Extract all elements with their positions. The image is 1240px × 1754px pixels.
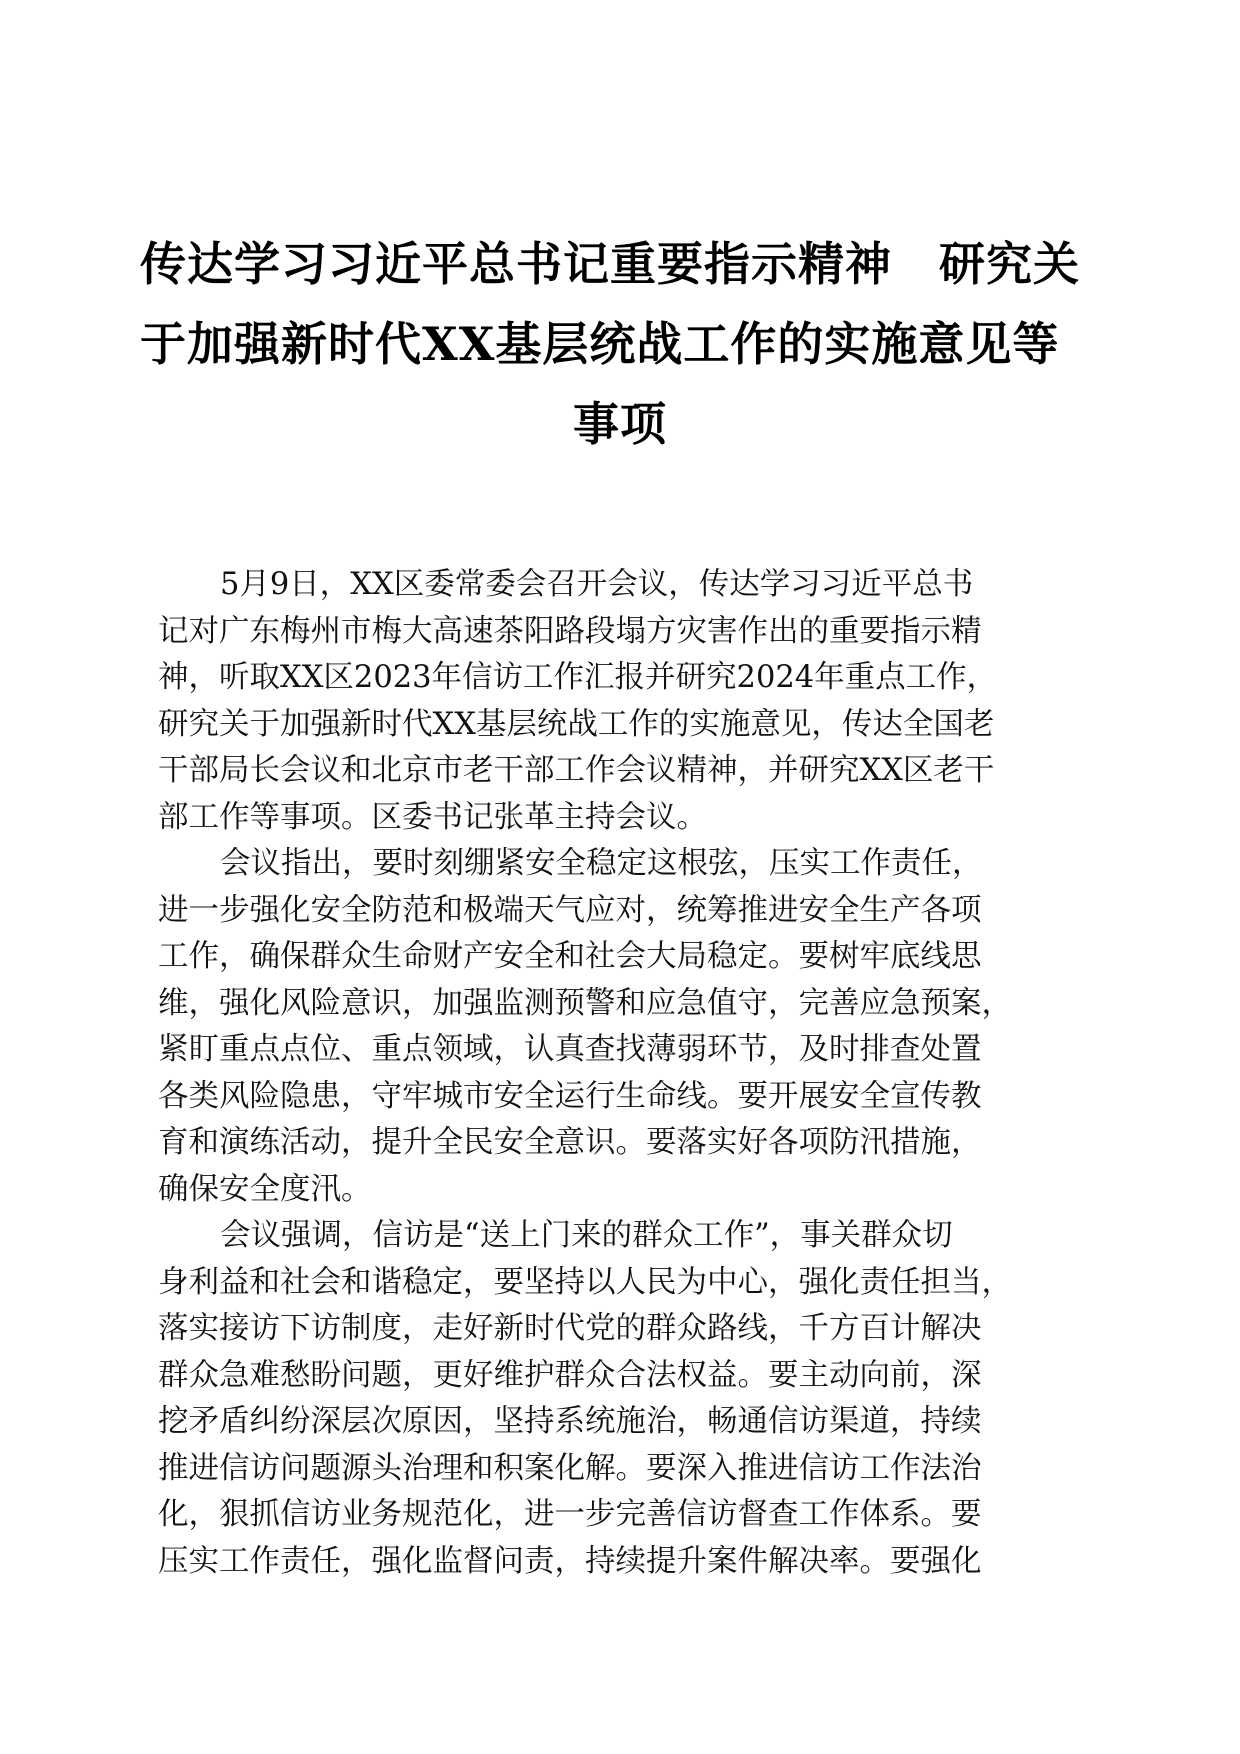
paragraph-3-line: 挖矛盾纠纷深层次原因，坚持系统施治，畅通信访渠道，持续 [158,1404,982,1439]
paragraph-1-line: 部工作等事项。区委书记张革主持会议。 [158,799,707,835]
paragraph-1-line: 干部局长会议和北京市老干部工作会议精神，并研究XX区老干 [158,753,995,788]
paragraph-2-line: 会议指出，要时刻绷紧安全稳定这根弦，压实工作责任， [220,846,983,881]
paragraph-3 [158,1213,1088,1585]
document-title [140,224,1100,464]
paragraph-2-line: 维，强化风险意识，加强监测预警和应急值守，完善应急预案， [158,985,1012,1021]
paragraph-2-line: 确保安全度汛。 [158,1171,372,1207]
paragraph-2-line: 紧盯重点点位、重点领域，认真查找薄弱环节，及时排查处置 [158,1032,982,1067]
paragraph-3-line: 推进信访问题源头治理和积案化解。要深入推进信访工作法治 [158,1450,982,1486]
paragraph-1-line: 记对广东梅州市梅大高速茶阳路段塌方灾害作出的重要指示精 [158,613,982,649]
paragraph-1-line: 研究关于加强新时代XX基层统战工作的实施意见，传达全国老 [158,706,995,742]
paragraph-2-line: 育和演练活动，提升全民安全意识。要落实好各项防汛措施， [158,1125,982,1160]
title-line-1: 传达学习习近平总书记重要指示精神 研究关 [140,237,1080,291]
paragraph-3-line: 会议强调，信访是“送上门来的群众工作”，事关群众切 [220,1218,953,1253]
paragraph-1 [158,562,1088,841]
paragraph-3-line: 落实接访下访制度，走好新时代党的群众路线，千方百计解决 [158,1311,982,1346]
paragraph-3-line: 化，狠抓信访业务规范化，进一步完善信访督查工作体系。要 [158,1497,982,1532]
paragraph-1-line: 神，听取XX区2023年信访工作汇报并研究2024年重点工作， [158,660,998,695]
paragraph-2-line: 进一步强化安全防范和极端天气应对，统筹推进安全生产各项 [158,892,982,928]
paragraph-2 [158,841,1088,1213]
paragraph-3-line: 群众急难愁盼问题，更好维护群众合法权益。要主动向前，深 [158,1357,982,1393]
title-line-3: 事项 [573,397,667,451]
paragraph-1-line: 5月9日，XX区委常委会召开会议，传达学习习近平总书 [220,567,974,602]
paragraph-3-line: 压实工作责任，强化监督问责，持续提升案件解决率。要强化 [158,1543,982,1579]
paragraph-2-line: 工作，确保群众生命财产安全和社会大局稳定。要树牢底线思 [158,939,982,974]
paragraph-2-line: 各类风险隐患，守牢城市安全运行生命线。要开展安全宣传教 [158,1078,982,1114]
document-body [158,562,1088,1585]
paragraph-3-line: 身利益和社会和谐稳定，要坚持以人民为中心，强化责任担当， [158,1264,1012,1300]
title-line-2: 于加强新时代XX基层统战工作的实施意见等 [140,317,1060,371]
